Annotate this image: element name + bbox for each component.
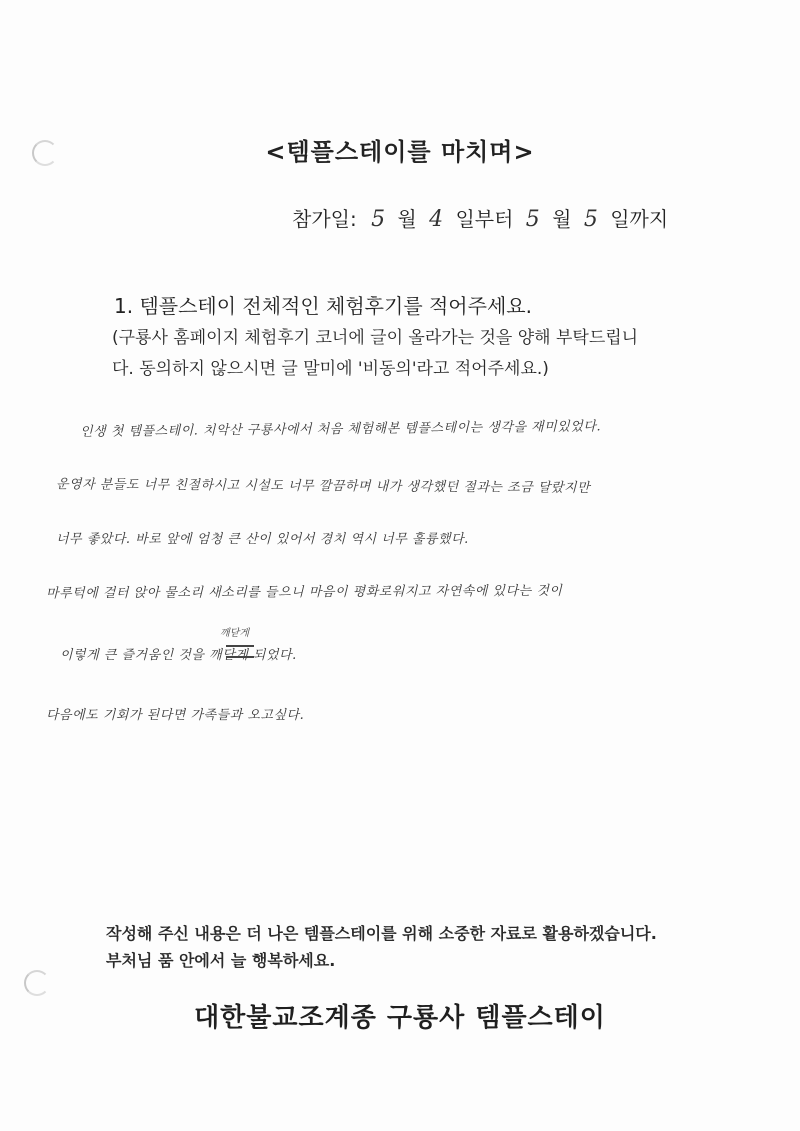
start-month-value: 5 bbox=[371, 207, 386, 232]
closing-note-line-2: 부처님 품 안에서 늘 행복하세요. bbox=[106, 951, 336, 970]
handwritten-line-3: 너무 좋았다. 바로 앞에 엄청 큰 산이 있어서 경치 역시 너무 훌륭했다. bbox=[56, 532, 469, 547]
start-day-value: 4 bbox=[429, 207, 444, 232]
page-title: <템플스테이를 마치며> bbox=[265, 138, 535, 166]
handwritten-line-5: 이렇게 큰 즐거움인 것을 깨닫게 되었다. bbox=[60, 648, 297, 663]
day-until-label: 일까지 bbox=[610, 207, 669, 231]
handwritten-line-2: 운영자 분들도 너무 친절하시고 시설도 너무 깔끔하며 내가 생각했던 절과는 조금 달랐지만 bbox=[55, 477, 591, 496]
question-1-note bbox=[112, 323, 702, 385]
strikethrough-mark bbox=[226, 645, 254, 658]
closing-note-line-1: 작성해 주신 내용은 더 나은 템플스테이를 위해 소중한 자료로 활용하겠습니다. bbox=[106, 924, 657, 943]
closing-note bbox=[106, 920, 706, 974]
participation-dates bbox=[292, 203, 668, 232]
participation-label: 참가일: bbox=[292, 207, 357, 231]
question-1-note-line-1: (구룡사 홈페이지 체험후기 코너에 글이 올라가는 것을 양해 부탁드립니 bbox=[112, 328, 639, 348]
punch-hole-bottom bbox=[24, 970, 50, 996]
question-1-heading: 1. 템플스테이 전체적인 체험후기를 적어주세요. bbox=[114, 294, 532, 318]
handwritten-line-4: 마루턱에 걸터 앉아 물소리 새소리를 들으니 마음이 평화로워지고 자연속에 있다는 것이 bbox=[45, 583, 563, 602]
question-1-note-line-2: 다. 동의하지 않으시면 글 말미에 '비동의'라고 적어주세요.) bbox=[112, 359, 549, 379]
end-day-value: 5 bbox=[583, 207, 598, 232]
handwritten-line-6: 다음에도 기회가 된다면 가족들과 오고싶다. bbox=[46, 708, 305, 723]
day-from-label: 일부터 bbox=[455, 207, 514, 231]
handwritten-correction: 깨닫게 bbox=[220, 628, 249, 639]
handwritten-line-1: 인생 첫 템플스테이. 치악산 구룡사에서 처음 체험해본 템플스테이는 생각을 재미있었다. bbox=[79, 419, 602, 440]
month-unit-1: 월 bbox=[397, 207, 417, 231]
month-unit-2: 월 bbox=[552, 207, 572, 231]
end-month-value: 5 bbox=[525, 207, 540, 232]
organization-name: 대한불교조계종 구룡사 템플스테이 bbox=[194, 1003, 606, 1033]
